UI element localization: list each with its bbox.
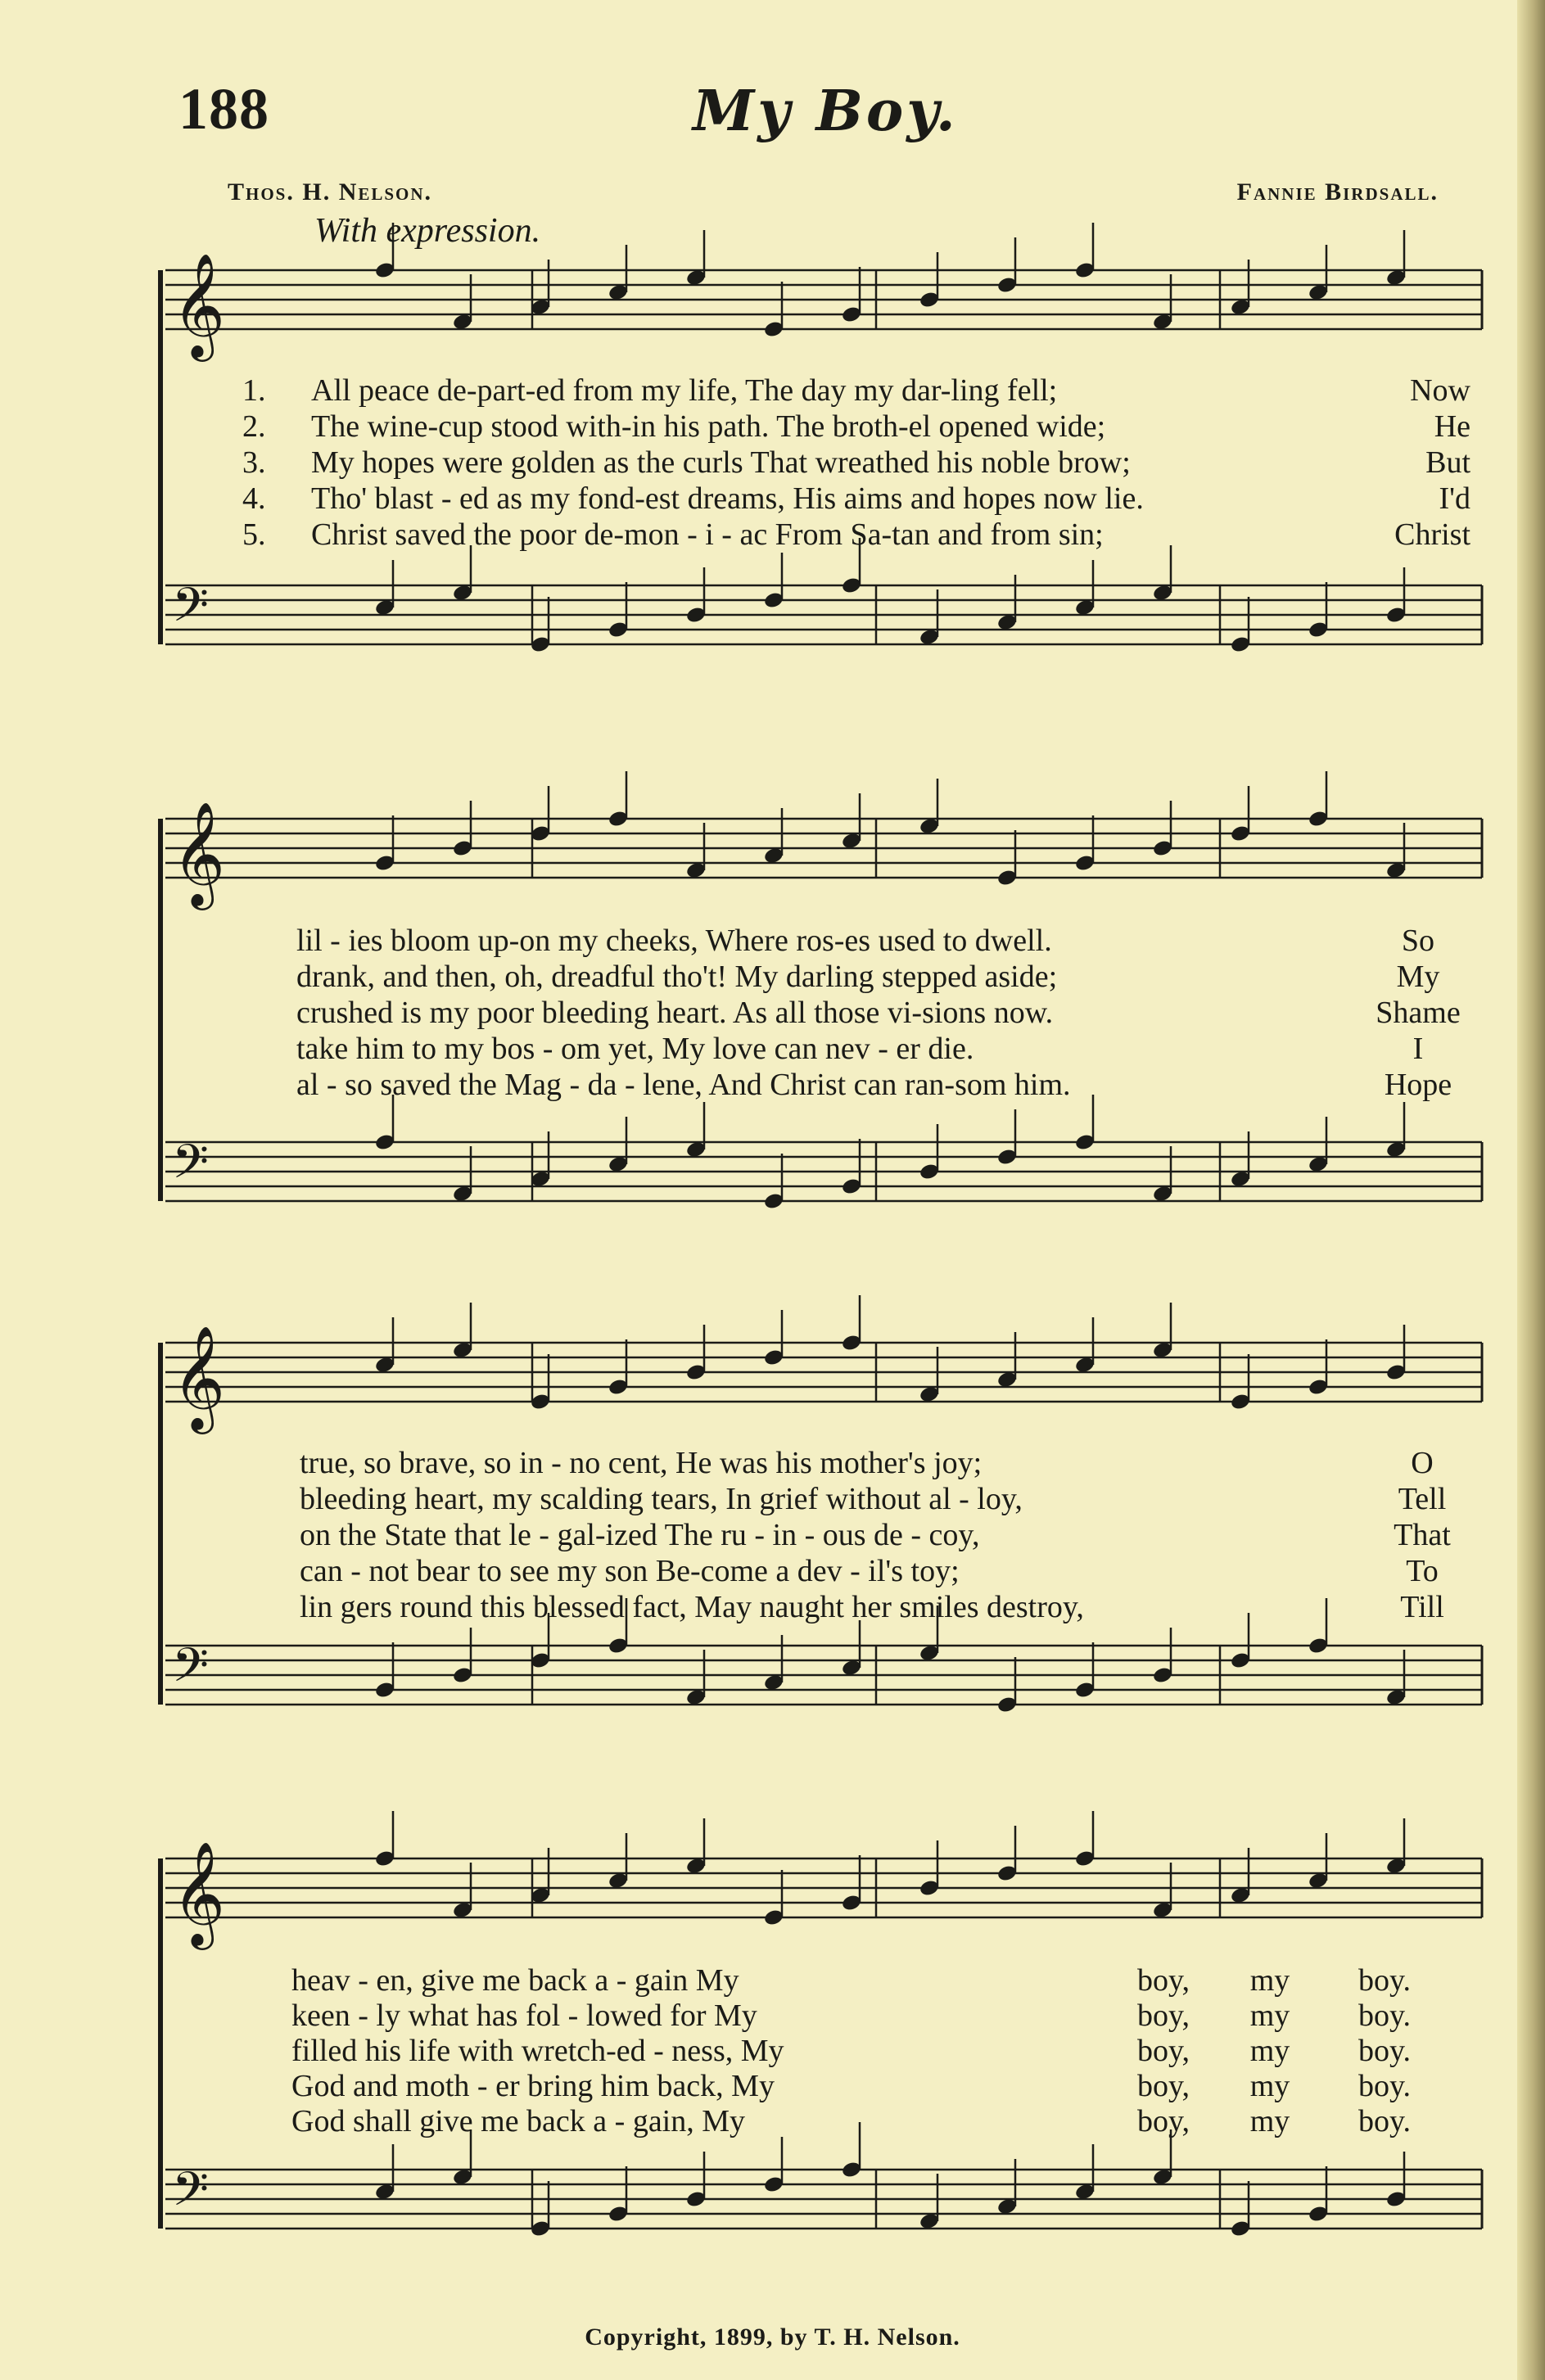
- lyric-pickup: Tell: [1398, 1482, 1447, 1516]
- lyric-text: keen - ly what has fol - lowed for My: [291, 1998, 757, 2033]
- verse-line: [242, 445, 1470, 481]
- verse-number: 3.: [242, 445, 266, 480]
- verse-line: [291, 2104, 1438, 2139]
- lyric-text: al - so saved the Mag - da - lene, And Christ can ran-som him.: [296, 1068, 1071, 1102]
- lyric-pickup: To: [1406, 1554, 1439, 1588]
- verses-system-3: [300, 1445, 1475, 1625]
- svg-text:𝄢: 𝄢: [172, 1134, 210, 1201]
- lyric-word: boy,: [1136, 2034, 1190, 2068]
- lyricist-credit: Fannie Birdsall.: [1236, 178, 1439, 205]
- svg-text:𝄢: 𝄢: [172, 577, 210, 644]
- copyright-notice: Copyright, 1899, by T. H. Nelson.: [585, 2324, 960, 2351]
- lyric-text: drank, and then, oh, dreadful tho't! My darling stepped aside;: [296, 960, 1058, 994]
- lyric-word: my: [1249, 1963, 1290, 1998]
- lyric-word: boy,: [1136, 2104, 1190, 2138]
- svg-text:𝄞: 𝄞: [172, 1325, 226, 1429]
- page-number: 188: [178, 76, 269, 142]
- lyric-text: God and moth - er bring him back, My: [291, 2069, 775, 2103]
- verse-line: [242, 517, 1470, 553]
- verse-number: 5.: [242, 517, 266, 552]
- lyric-word: boy.: [1358, 2069, 1412, 2103]
- lyric-text: can - not bear to see my son Be-come a dev - il's toy;: [300, 1554, 960, 1588]
- lyric-pickup: Now: [1410, 373, 1470, 408]
- lyric-word: boy,: [1136, 1998, 1190, 2033]
- lyric-text: lin gers round this blessed fact, May naught her smiles destroy,: [300, 1590, 1084, 1624]
- lyric-word: boy,: [1136, 2069, 1190, 2103]
- lyric-text: All peace de-part-ed from my life, The day my dar-ling fell;: [311, 373, 1058, 408]
- svg-text:𝄞: 𝄞: [172, 801, 226, 905]
- verse-line: [291, 2069, 1438, 2104]
- verses-system-1: [242, 373, 1470, 553]
- verse-line: [300, 1445, 1475, 1481]
- verse-line: [296, 923, 1475, 959]
- lyric-word: my: [1249, 2104, 1290, 2138]
- verse-line: [300, 1517, 1475, 1553]
- verse-number: 2.: [242, 409, 266, 444]
- lyric-pickup: That: [1394, 1518, 1451, 1552]
- lyric-pickup: But: [1425, 445, 1470, 480]
- lyric-word: boy.: [1358, 2034, 1412, 2068]
- verse-line: [296, 959, 1475, 995]
- lyric-text: Tho' blast - ed as my fond-est dreams, His aims and hopes now lie.: [311, 481, 1144, 516]
- verse-line: [300, 1481, 1475, 1517]
- verse-line: [242, 373, 1470, 409]
- lyric-pickup: Till: [1400, 1590, 1444, 1624]
- lyric-pickup: Christ: [1394, 517, 1470, 552]
- lyric-pickup: So: [1401, 924, 1435, 958]
- verse-line: [296, 995, 1475, 1031]
- svg-text:𝄞: 𝄞: [172, 1840, 226, 1945]
- lyric-text: My hopes were golden as the curls That wreathed his noble brow;: [311, 445, 1131, 480]
- verse-line: [296, 1031, 1475, 1067]
- lyric-word: my: [1249, 2069, 1290, 2103]
- svg-text:𝄢: 𝄢: [172, 1637, 210, 1705]
- lyric-word: boy.: [1358, 1963, 1412, 1998]
- lyric-pickup: I: [1412, 1032, 1424, 1066]
- lyric-text: Christ saved the poor de-mon - i - ac From Sa-tan and from sin;: [311, 517, 1104, 552]
- song-title: My Boy.: [693, 79, 959, 144]
- lyric-text: filled his life with wretch-ed - ness, My: [291, 2034, 784, 2068]
- verse-line: [300, 1553, 1475, 1589]
- verses-system-2: [296, 923, 1475, 1103]
- verse-line: [242, 409, 1470, 445]
- verse-line: [291, 1963, 1438, 1998]
- composer-credit: Thos. H. Nelson.: [228, 178, 433, 205]
- lyric-text: God shall give me back a - gain, My: [291, 2104, 746, 2138]
- lyric-text: bleeding heart, my scalding tears, In grief without al - loy,: [300, 1482, 1023, 1516]
- verse-line: [296, 1067, 1475, 1103]
- lyric-text: take him to my bos - om yet, My love can nev - er die.: [296, 1032, 974, 1066]
- page-edge: [1517, 0, 1545, 2380]
- lyric-word: boy.: [1358, 2104, 1412, 2138]
- lyric-text: lil - ies bloom up-on my cheeks, Where ros-es used to dwell.: [296, 924, 1052, 958]
- verse-line: [291, 2034, 1438, 2069]
- tempo-marking: With expression.: [314, 212, 541, 250]
- lyric-text: true, so brave, so in - no cent, He was his mother's joy;: [300, 1446, 983, 1480]
- lyric-word: boy,: [1136, 1963, 1190, 1998]
- lyric-word: my: [1249, 2034, 1290, 2068]
- lyric-text: heav - en, give me back a - gain My: [291, 1963, 739, 1998]
- verse-line: [300, 1589, 1475, 1625]
- verse-number: 1.: [242, 373, 266, 408]
- lyric-pickup: I'd: [1439, 481, 1470, 516]
- verses-system-4: [291, 1963, 1438, 2139]
- lyric-pickup: Shame: [1376, 996, 1461, 1030]
- lyric-text: on the State that le - gal-ized The ru - in - ous de - coy,: [300, 1518, 980, 1552]
- verse-number: 4.: [242, 481, 266, 516]
- lyric-text: The wine-cup stood with-in his path. The broth-el opened wide;: [311, 409, 1106, 444]
- lyric-text: crushed is my poor bleeding heart. As all those vi-sions now.: [296, 996, 1054, 1030]
- verse-line: [242, 481, 1470, 517]
- lyric-pickup: My: [1396, 960, 1440, 994]
- music-staves: [156, 0, 1498, 2292]
- svg-text:𝄢: 𝄢: [172, 2161, 210, 2229]
- lyric-pickup: O: [1411, 1446, 1434, 1480]
- verse-line: [291, 1998, 1438, 2034]
- lyric-word: boy.: [1358, 1998, 1412, 2033]
- lyric-pickup: Hope: [1384, 1068, 1452, 1102]
- svg-text:𝄞: 𝄞: [172, 252, 226, 357]
- lyric-pickup: He: [1434, 409, 1470, 444]
- lyric-word: my: [1249, 1998, 1290, 2033]
